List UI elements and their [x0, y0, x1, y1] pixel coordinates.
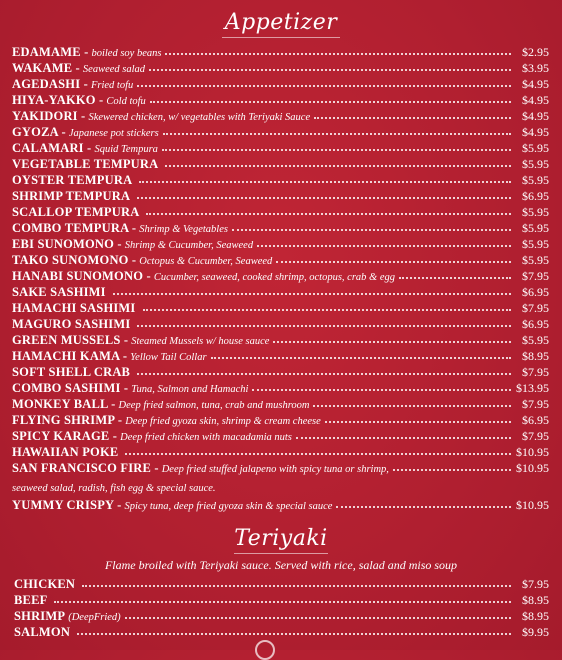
- item-name: HANABI SUNOMONO -: [12, 269, 151, 283]
- item-name: VEGETABLE TEMPURA: [12, 157, 159, 171]
- menu-item: [12, 60, 549, 76]
- menu-item: [12, 316, 549, 332]
- dot-leader: [393, 459, 511, 471]
- dot-leader: [82, 575, 511, 587]
- dot-leader: [143, 299, 512, 311]
- item-name: EDAMAME -: [12, 45, 89, 59]
- menu-item: [12, 172, 549, 188]
- menu-item: [14, 576, 549, 592]
- item-name: MAGURO SASHIMI: [12, 317, 131, 331]
- menu-item: [12, 497, 549, 513]
- dot-leader: [113, 283, 511, 295]
- menu-item: [12, 460, 549, 476]
- item-name: HAMACHI SASHIMI: [12, 301, 136, 315]
- menu-item: [12, 156, 549, 172]
- item-desc: Spicy tuna, deep fried gyoza skin & special sauce: [124, 501, 333, 512]
- item-price: $7.95: [522, 577, 549, 591]
- item-price: $7.95: [522, 269, 549, 283]
- menu-item: [12, 364, 549, 380]
- item-price: $10.95: [516, 445, 549, 459]
- item-name: CALAMARI -: [12, 141, 92, 155]
- appetizer-heading: Appetizer: [224, 10, 338, 35]
- dot-leader: [252, 379, 511, 391]
- item-desc: Octopus & Cucumber, Seaweed: [139, 256, 273, 267]
- item-desc: Shrimp & Cucumber, Seaweed: [124, 240, 254, 251]
- item-price: $6.95: [522, 413, 549, 427]
- dot-leader: [313, 395, 511, 407]
- menu-item: [12, 412, 549, 428]
- dot-leader: [276, 251, 511, 263]
- item-price: $4.95: [522, 93, 549, 107]
- menu-item: [12, 332, 549, 348]
- dot-leader: [296, 427, 511, 439]
- menu-item: [12, 300, 549, 316]
- dot-leader: [162, 139, 511, 151]
- menu-item: [12, 188, 549, 204]
- item-desc: Cucumber, seaweed, cooked shrimp, octopus, crab & egg: [153, 272, 395, 283]
- menu-item: [12, 76, 549, 92]
- menu-item: [12, 140, 549, 156]
- item-desc: Tuna, Salmon and Hamachi: [131, 384, 249, 395]
- item-name: FLYING SHRIMP -: [12, 413, 123, 427]
- item-desc: Seaweed salad: [82, 64, 146, 75]
- item-name: SAN FRANCISCO FIRE -: [12, 461, 159, 475]
- item-price: $7.95: [522, 397, 549, 411]
- item-name: OYSTER TEMPURA: [12, 173, 133, 187]
- item-name: BEEF: [14, 593, 48, 607]
- item-name: COMBO TEMPURA -: [12, 221, 137, 235]
- item-name: YUMMY CRISPY -: [12, 498, 122, 512]
- menu-item: [14, 624, 549, 640]
- item-name: MONKEY BALL -: [12, 397, 116, 411]
- item-desc: Deep fried gyoza skin, shrimp & cream cheese: [125, 416, 321, 427]
- item-price: $4.95: [522, 109, 549, 123]
- item-desc: Japanese pot stickers: [68, 128, 159, 139]
- dot-leader: [137, 187, 511, 199]
- item-name: COMBO SASHIMI -: [12, 381, 129, 395]
- item-price: $5.95: [522, 157, 549, 171]
- item-price: $5.95: [522, 333, 549, 347]
- menu-item: [12, 268, 549, 284]
- item-name: EBI SUNOMONO -: [12, 237, 122, 251]
- item-name: SCALLOP TEMPURA: [12, 205, 140, 219]
- item-name: YAKIDORI -: [12, 109, 86, 123]
- item-desc: (DeepFried): [68, 612, 121, 623]
- dot-leader: [257, 235, 511, 247]
- teriyaki-subtitle: Flame broiled with Teriyaki sauce. Served with rice, salad and miso soup: [104, 558, 458, 572]
- dot-leader: [149, 59, 511, 71]
- ornament-icon: [255, 640, 275, 660]
- item-price: $9.95: [522, 625, 549, 639]
- item-name: HIYA-YAKKO -: [12, 93, 104, 107]
- item-price: $6.95: [522, 189, 549, 203]
- dot-leader: [137, 75, 511, 87]
- item-price: $10.95: [516, 498, 549, 512]
- item-price: $8.95: [522, 593, 549, 607]
- item-price: $2.95: [522, 45, 549, 59]
- item-price: $5.95: [522, 253, 549, 267]
- menu-item: [12, 444, 549, 460]
- menu-item: [12, 108, 549, 124]
- item-desc: Squid Tempura: [94, 144, 158, 155]
- menu-item: [12, 204, 549, 220]
- menu-item: [12, 236, 549, 252]
- item-desc: Skewered chicken, w/ vegetables with Teriyaki Sauce: [88, 112, 311, 123]
- menu-item: [12, 44, 549, 60]
- item-desc: Deep fried chicken with macadamia nuts: [120, 432, 292, 443]
- item-price: $8.95: [522, 609, 549, 623]
- item-desc: Shrimp & Vegetables: [139, 224, 228, 235]
- item-price: $6.95: [522, 285, 549, 299]
- menu-item: [12, 428, 549, 444]
- menu-item: [12, 284, 549, 300]
- item-desc-continuation: seaweed salad, radish, fish egg & special sauce.: [12, 483, 216, 494]
- dot-leader: [232, 219, 511, 231]
- item-price: $5.95: [522, 237, 549, 251]
- item-name: CHICKEN: [14, 577, 76, 591]
- menu-item: [12, 252, 549, 268]
- menu-item: [12, 220, 549, 236]
- menu-item: [14, 608, 549, 624]
- item-desc: Fried tofu: [90, 80, 134, 91]
- item-desc: Steamed Mussels w/ house sauce: [131, 336, 270, 347]
- menu-item: [12, 380, 549, 396]
- item-name: SOFT SHELL CRAB: [12, 365, 131, 379]
- item-desc: boiled soy beans: [91, 48, 162, 59]
- teriyaki-heading-underline: [234, 553, 328, 554]
- dot-leader: [125, 607, 511, 619]
- dot-leader: [163, 123, 511, 135]
- teriyaki-heading: Teriyaki: [234, 526, 328, 551]
- item-desc: Yellow Tail Collar: [130, 352, 207, 363]
- item-price: $4.95: [522, 125, 549, 139]
- item-name: HAMACHI KAMA -: [12, 349, 128, 363]
- item-price: $5.95: [522, 205, 549, 219]
- dot-leader: [314, 107, 511, 119]
- item-desc: Deep fried stuffed jalapeno with spicy tuna or shrimp,: [161, 464, 389, 475]
- menu-item: [12, 92, 549, 108]
- dot-leader: [137, 315, 511, 327]
- item-price: $3.95: [522, 61, 549, 75]
- dot-leader: [54, 591, 511, 603]
- dot-leader: [150, 91, 511, 103]
- item-name: SPICY KARAGE -: [12, 429, 118, 443]
- menu-item: [12, 348, 549, 364]
- menu-item: [14, 592, 549, 608]
- item-price: $10.95: [516, 461, 549, 475]
- dot-leader: [325, 411, 511, 423]
- item-name: SHRIMP: [14, 609, 66, 623]
- menu-item: [12, 124, 549, 140]
- item-name: GREEN MUSSELS -: [12, 333, 129, 347]
- item-price: $5.95: [522, 221, 549, 235]
- item-price: $5.95: [522, 173, 549, 187]
- item-name: TAKO SUNOMONO -: [12, 253, 137, 267]
- item-price: $4.95: [522, 77, 549, 91]
- item-name: GYOZA -: [12, 125, 66, 139]
- item-price: $13.95: [516, 381, 549, 395]
- item-price: $5.95: [522, 141, 549, 155]
- menu-item: [12, 396, 549, 412]
- item-desc: Deep fried salmon, tuna, crab and mushroom: [118, 400, 310, 411]
- item-name: SHRIMP TEMPURA: [12, 189, 131, 203]
- dot-leader: [77, 623, 511, 635]
- dot-leader: [165, 43, 511, 55]
- item-desc: Cold tofu: [106, 96, 146, 107]
- item-name: SAKE SASHIMI: [12, 285, 106, 299]
- item-price: $6.95: [522, 317, 549, 331]
- item-price: $7.95: [522, 365, 549, 379]
- dot-leader: [399, 267, 511, 279]
- dot-leader: [146, 203, 511, 215]
- item-name: HAWAIIAN POKE: [12, 445, 119, 459]
- dot-leader: [137, 363, 511, 375]
- item-price: $7.95: [522, 429, 549, 443]
- item-name: AGEDASHI -: [12, 77, 88, 91]
- item-price: $7.95: [522, 301, 549, 315]
- dot-leader: [211, 347, 511, 359]
- dot-leader: [125, 443, 511, 455]
- item-name: WAKAME -: [12, 61, 80, 75]
- dot-leader: [336, 496, 511, 508]
- dot-leader: [139, 171, 511, 183]
- appetizer-heading-underline: [222, 37, 340, 38]
- item-price: $8.95: [522, 349, 549, 363]
- item-name: SALMON: [14, 625, 71, 639]
- dot-leader: [273, 331, 511, 343]
- dot-leader: [165, 155, 511, 167]
